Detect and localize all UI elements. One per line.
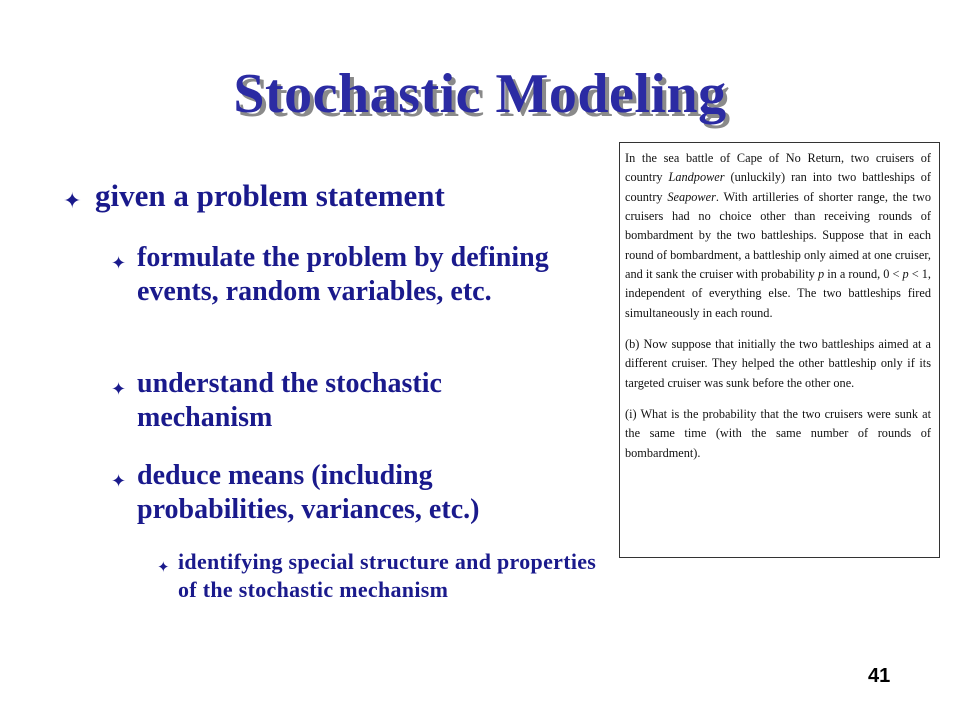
bullet-text: given a problem statement — [95, 178, 445, 213]
problem-text: < 1, independent of everything else. The two battleships fired simultaneously in each round. — [625, 267, 931, 320]
four-pointed-star-icon: ✦ — [111, 471, 127, 492]
bullet-level1-given-problem — [63, 176, 595, 216]
bullet-text: formulate the problem by defining events, random variables, etc. — [137, 242, 549, 307]
country-seapower: Seapower — [667, 189, 716, 204]
four-pointed-star-icon: ✦ — [111, 379, 127, 400]
bullet-text: identifying special structure and properties of the stochastic mechanism — [178, 549, 597, 602]
four-pointed-star-icon: ✦ — [157, 558, 170, 576]
bullet-level2-formulate — [111, 241, 577, 309]
problem-text: . With artilleries of shorter range, the two cruisers had no choice other than receiving rounds of bombardment by the two battleships. Suppose that in each round of bombardment, a battleship only aimed at one cruiser, and it sank the cruiser with probability — [625, 189, 932, 282]
problem-paragraph-3: (i) What is the probability that the two cruisers were sunk at the same time (with the same number of rounds of bombardment). — [625, 407, 931, 460]
bullet-level2-understand — [111, 367, 577, 435]
problem-paragraph-2: (b) Now suppose that initially the two battleships aimed at a different cruiser. They helped the other battleship only if its targeted cruiser was sunk before the other one. — [625, 337, 931, 390]
bullet-text: deduce means (including probabilities, variances, etc.) — [137, 460, 480, 525]
problem-text: (unluckily) ran into two battleships of country — [625, 170, 931, 204]
bullet-text: understand the stochastic mechanism — [137, 368, 442, 433]
variable-p: p — [902, 267, 909, 282]
country-landpower: Landpower — [668, 170, 725, 185]
problem-paragraph-1 — [625, 149, 931, 323]
page-number: 41 — [868, 665, 891, 687]
four-pointed-star-icon: ✦ — [63, 189, 82, 214]
problem-text: In the sea battle of Cape of No Return, two cruisers of country — [625, 151, 931, 185]
bullet-level3-identifying — [157, 548, 598, 604]
slide-title: Stochastic Modeling — [233, 63, 727, 125]
four-pointed-star-icon: ✦ — [111, 253, 127, 274]
variable-p: p — [818, 267, 825, 282]
bullet-level2-deduce — [111, 459, 577, 527]
problem-text: in a round, 0 < — [824, 267, 903, 282]
problem-statement-box — [619, 142, 940, 558]
